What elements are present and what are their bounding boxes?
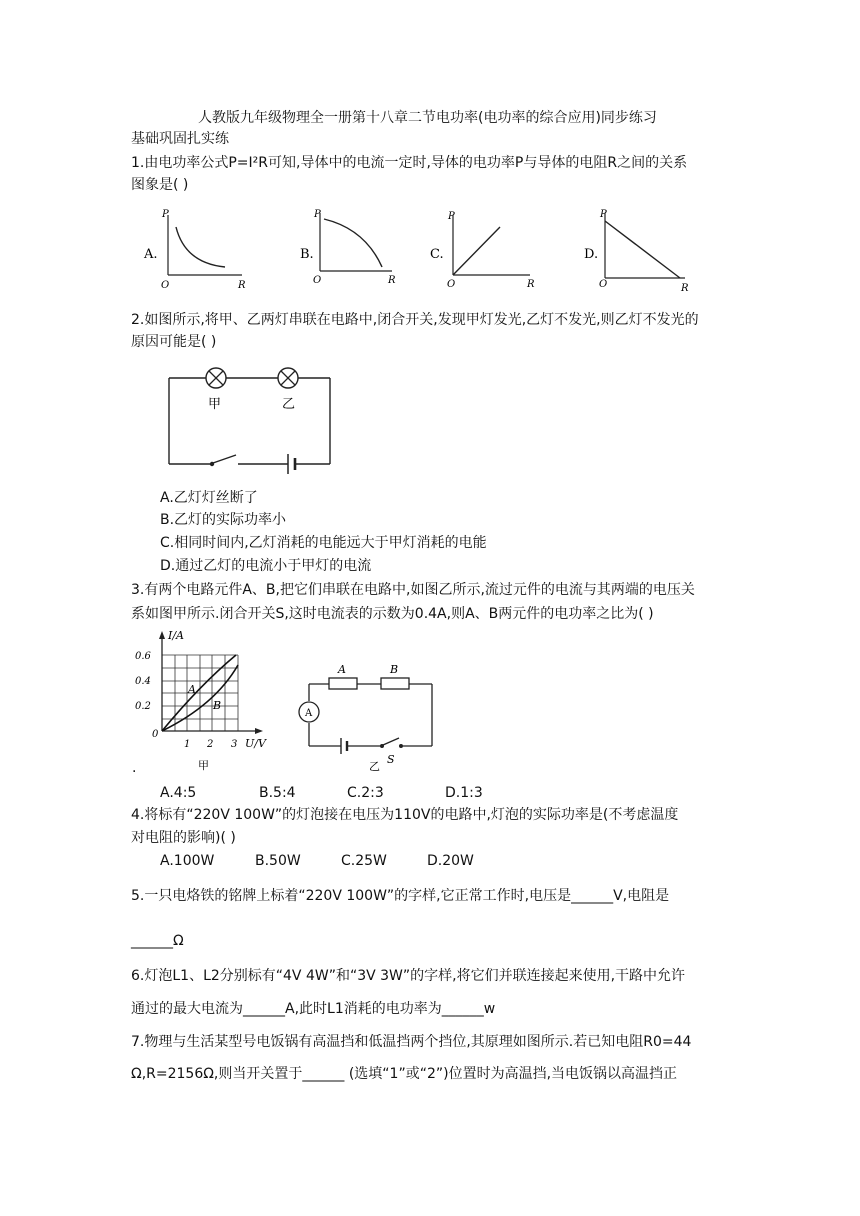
q3-meter-label: A xyxy=(305,708,313,719)
q1-graph-d xyxy=(584,209,689,294)
q2-line1: 2.如图所示,将甲、乙两灯串联在电路中,闭合开关,发现甲灯发光,乙灯不发光,则乙灯不发光的 xyxy=(131,312,699,328)
lamp-jia-label: 甲 xyxy=(208,397,222,412)
q3-iu-graph xyxy=(130,625,290,775)
q1-graph-b-o: O xyxy=(313,275,322,286)
q2-option-a: A.乙灯灯丝断了 xyxy=(160,490,258,506)
q1-graph-c xyxy=(430,211,535,290)
q1-graph-d-line xyxy=(605,221,680,278)
q1-graph-d-label: D. xyxy=(584,247,599,262)
q3-xtick-2: 2 xyxy=(207,739,214,750)
resistor-a-icon xyxy=(329,678,357,689)
battery-icon xyxy=(341,738,347,754)
lamp-yi-icon xyxy=(278,368,298,388)
q2-line2: 原因可能是( ) xyxy=(131,334,217,350)
q6-line2: 通过的最大电流为______A,此时L1消耗的电功率为______w xyxy=(131,1001,496,1017)
q1-graph-d-r: R xyxy=(681,283,689,294)
section-heading: 基础巩固扎实练 xyxy=(131,131,229,147)
q4-option-a: A.100W xyxy=(160,853,215,869)
q4-line2: 对电阻的影响)( ) xyxy=(131,830,236,846)
q4-options xyxy=(160,851,474,871)
q7-line1: 7.物理与生活某型号电饭锅有高温挡和低温挡两个挡位,其原理如图所示.若已知电阻R0=44 xyxy=(131,1034,692,1050)
q4-line1: 4.将标有“220V 100W”的灯泡接在电压为110V的电路中,灯泡的实际功率是(不考虑温度 xyxy=(131,807,679,823)
q3-line1: 3.有两个电路元件A、B,把它们串联在电路中,如图乙所示,流过元件的电流与其两端的电压关 xyxy=(131,582,695,598)
q5-line2: ______Ω xyxy=(131,933,184,949)
q3-options xyxy=(160,783,483,803)
q3-dot: . xyxy=(132,760,137,776)
q3-label-b: B xyxy=(213,699,222,712)
q1-graph-a-label: A. xyxy=(144,247,158,262)
q1-graph-a-curve xyxy=(176,227,225,267)
q1-graph-b-p: P xyxy=(314,209,321,220)
q5-line1: 5.一只电烙铁的铭牌上标着“220V 100W”的字样,它正常工作时,电压是______V,电阻是 xyxy=(131,888,670,904)
q7-line2: Ω,R=2156Ω,则当开关置于______ (选填“1”或“2”)位置时为高温挡,当电饭锅以高温挡正 xyxy=(131,1066,678,1082)
q3-option-c: C.2:3 xyxy=(347,785,384,801)
q3-line2: 系如图甲所示.闭合开关S,这时电流表的示数为0.4A,则A、B两元件的电功率之比为( ) xyxy=(131,606,654,622)
q1-graph-b-r: R xyxy=(388,275,396,286)
q2-circuit-diagram xyxy=(160,358,340,478)
q1-graph-c-label: C. xyxy=(430,247,444,262)
q4-option-b: B.50W xyxy=(255,853,301,869)
q3-option-b: B.5:4 xyxy=(259,785,296,801)
q3-elem-a-label: A xyxy=(338,663,346,676)
q1-graph-a-r: R xyxy=(238,280,246,291)
q1-graph-d-o: O xyxy=(599,279,608,290)
q1-graph-b xyxy=(300,209,396,286)
q4-option-c: C.25W xyxy=(341,853,387,869)
q3-ytick-02: 0.2 xyxy=(135,701,151,712)
q1-graph-c-o: O xyxy=(447,279,456,290)
page-title: 人教版九年级物理全一册第十八章二节电功率(电功率的综合应用)同步练习 xyxy=(198,110,657,126)
q3-origin: 0 xyxy=(152,729,159,740)
switch-s-icon xyxy=(380,738,403,748)
resistor-b-icon xyxy=(381,678,409,689)
q1-graph-a-o: O xyxy=(161,280,170,291)
q3-caption-jia: 甲 xyxy=(198,759,209,772)
q3-elem-b-label: B xyxy=(390,663,399,676)
q3-ytick-04: 0.4 xyxy=(135,676,151,687)
q1-line1: 1.由电功率公式P=I²R可知,导体中的电流一定时,导体的电功率P与导体的电阻R之间的关系 xyxy=(131,155,688,171)
q1-graph-c-r: R xyxy=(527,279,535,290)
battery-icon xyxy=(288,454,295,474)
q3-option-a: A.4:5 xyxy=(160,785,197,801)
lamp-yi-label: 乙 xyxy=(282,397,296,412)
q3-label-a: A xyxy=(188,683,196,696)
q1-line2: 图象是( ) xyxy=(131,177,189,193)
q2-option-b: B.乙灯的实际功率小 xyxy=(160,512,287,528)
q3-ylabel: I/A xyxy=(168,629,184,642)
q2-option-d: D.通过乙灯的电流小于甲灯的电流 xyxy=(160,558,372,574)
q2-option-c: C.相同时间内,乙灯消耗的电能远大于甲灯消耗的电能 xyxy=(160,535,487,551)
lamp-jia-icon xyxy=(206,368,226,388)
q3-circuit-diagram xyxy=(285,660,445,775)
q3-switch-label: S xyxy=(387,753,395,766)
q1-graph-c-p: P xyxy=(448,211,455,222)
q3-xlabel: U/V xyxy=(245,737,266,750)
q3-option-d: D.1:3 xyxy=(445,785,483,801)
q1-graph-b-label: B. xyxy=(300,247,314,262)
q1-graph-d-p: P xyxy=(600,209,607,220)
q3-xtick-3: 3 xyxy=(231,739,238,750)
q3-caption-yi: 乙 xyxy=(369,760,380,773)
q4-option-d: D.20W xyxy=(427,853,474,869)
q3-ytick-06: 0.6 xyxy=(135,651,151,662)
q1-graphs xyxy=(130,205,730,300)
q1-graph-a-p: P xyxy=(162,209,169,220)
q6-line1: 6.灯泡L1、L2分别标有“4V 4W”和“3V 3W”的字样,将它们并联连接起来使用,干路中允许 xyxy=(131,968,686,984)
q1-graph-a xyxy=(143,209,246,291)
q3-xtick-1: 1 xyxy=(184,739,191,750)
q1-graph-c-line xyxy=(453,227,500,275)
switch-icon xyxy=(210,455,236,466)
q1-graph-b-curve xyxy=(324,219,382,267)
